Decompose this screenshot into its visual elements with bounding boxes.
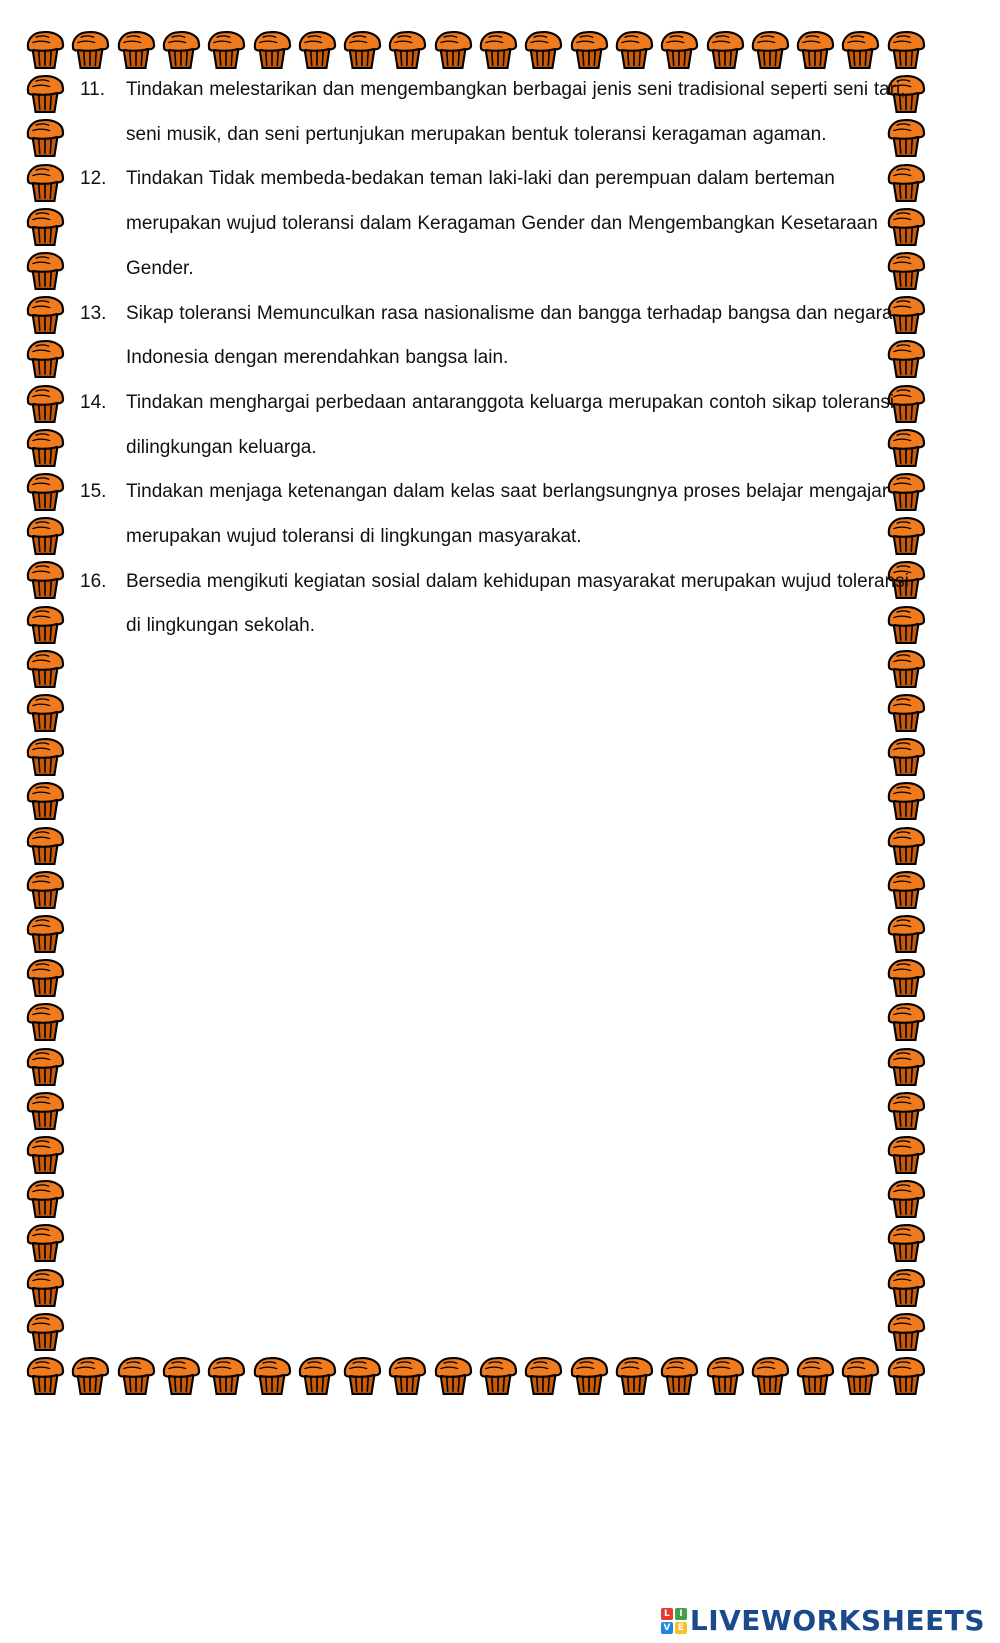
muffin-icon xyxy=(658,28,700,70)
muffin-icon xyxy=(69,1354,111,1396)
muffin-icon xyxy=(432,28,474,70)
muffin-icon xyxy=(613,28,655,70)
logo-squares-icon xyxy=(661,1608,687,1634)
muffin-icon xyxy=(24,116,66,158)
muffin-icon xyxy=(205,28,247,70)
logo-square: E xyxy=(675,1622,687,1634)
muffin-icon xyxy=(24,293,66,335)
item-text: Bersedia mengikuti kegiatan sosial dalam kehidupan masyarakat merupakan wujud toleransi di lingkungan sekolah. xyxy=(126,570,909,637)
muffin-icon xyxy=(24,647,66,689)
muffin-icon xyxy=(24,912,66,954)
muffin-icon xyxy=(386,28,428,70)
muffin-icon xyxy=(885,1045,927,1087)
muffin-icon xyxy=(885,1089,927,1131)
muffin-icon xyxy=(24,1266,66,1308)
muffin-icon xyxy=(885,824,927,866)
muffin-icon xyxy=(341,28,383,70)
muffin-icon xyxy=(749,28,791,70)
muffin-icon xyxy=(24,1310,66,1352)
muffin-icon xyxy=(251,28,293,70)
muffin-icon xyxy=(24,1354,66,1396)
muffin-icon xyxy=(568,1354,610,1396)
muffin-icon xyxy=(885,28,927,70)
muffin-icon xyxy=(885,1354,927,1396)
muffin-icon xyxy=(749,1354,791,1396)
item-text: Tindakan menjaga ketenangan dalam kelas saat berlangsungnya proses belajar mengajar merupakan wujud toleransi di lingkungan masyarakat. xyxy=(126,481,889,548)
item-text: Tindakan Tidak membeda-bedakan teman laki-laki dan perempuan dalam berteman merupakan wujud toleransi dalam Keragaman Gender dan Mengembangkan Kesetaraan Gender. xyxy=(126,168,878,279)
muffin-icon xyxy=(24,514,66,556)
muffin-icon xyxy=(205,1354,247,1396)
muffin-icon xyxy=(24,337,66,379)
muffin-icon xyxy=(885,647,927,689)
muffin-icon xyxy=(24,735,66,777)
muffin-icon xyxy=(432,1354,474,1396)
muffin-icon xyxy=(885,1310,927,1352)
muffin-icon xyxy=(24,779,66,821)
muffin-icon xyxy=(885,912,927,954)
muffin-icon xyxy=(24,1000,66,1042)
logo-square: L xyxy=(661,1608,673,1620)
muffin-icon xyxy=(885,1266,927,1308)
muffin-icon xyxy=(522,1354,564,1396)
muffin-icon xyxy=(24,868,66,910)
muffin-icon xyxy=(24,1221,66,1263)
list-item xyxy=(80,470,920,559)
muffin-icon xyxy=(24,1177,66,1219)
item-number: 14. xyxy=(80,391,107,413)
muffin-icon xyxy=(885,956,927,998)
muffin-icon xyxy=(24,205,66,247)
muffin-icon xyxy=(296,1354,338,1396)
muffin-icon xyxy=(24,691,66,733)
muffin-icon xyxy=(24,426,66,468)
muffin-icon xyxy=(24,72,66,114)
logo-square: V xyxy=(661,1622,673,1634)
muffin-icon xyxy=(658,1354,700,1396)
logo-square: I xyxy=(675,1608,687,1620)
muffin-icon xyxy=(24,161,66,203)
muffin-icon xyxy=(24,470,66,512)
muffin-icon xyxy=(885,1000,927,1042)
muffin-icon xyxy=(160,1354,202,1396)
list-item xyxy=(80,68,920,157)
muffin-icon xyxy=(69,28,111,70)
item-number: 11. xyxy=(80,79,106,100)
muffin-icon xyxy=(115,1354,157,1396)
muffin-icon xyxy=(885,868,927,910)
muffin-icon xyxy=(704,1354,746,1396)
list-item xyxy=(80,560,920,649)
muffin-icon xyxy=(251,1354,293,1396)
muffin-icon xyxy=(885,735,927,777)
muffin-icon xyxy=(24,603,66,645)
muffin-icon xyxy=(115,28,157,70)
muffin-icon xyxy=(386,1354,428,1396)
item-number: 12. xyxy=(80,168,107,190)
item-number: 16. xyxy=(80,570,107,592)
list-item xyxy=(80,381,920,470)
muffin-icon xyxy=(24,558,66,600)
muffin-icon xyxy=(522,28,564,70)
muffin-icon xyxy=(160,28,202,70)
muffin-icon xyxy=(794,28,836,70)
muffin-icon xyxy=(477,28,519,70)
muffin-icon xyxy=(885,1221,927,1263)
muffin-icon xyxy=(477,1354,519,1396)
muffin-icon xyxy=(24,382,66,424)
muffin-icon xyxy=(24,824,66,866)
list-item xyxy=(80,157,920,291)
muffin-icon xyxy=(794,1354,836,1396)
muffin-icon xyxy=(296,28,338,70)
muffin-icon xyxy=(885,1177,927,1219)
muffin-icon xyxy=(568,28,610,70)
statement-list xyxy=(80,68,920,649)
item-text: Tindakan melestarikan dan mengembangkan berbagai jenis seni tradisional seperti seni tari, seni musik, dan seni pertunjukan merupakan bentuk toleransi keragaman agaman. xyxy=(126,79,906,145)
muffin-icon xyxy=(704,28,746,70)
muffin-icon xyxy=(885,779,927,821)
muffin-icon xyxy=(24,249,66,291)
liveworksheets-logo[interactable] xyxy=(661,1604,985,1637)
list-item xyxy=(80,292,920,381)
muffin-icon xyxy=(24,956,66,998)
item-text: Tindakan menghargai perbedaan antaranggota keluarga merupakan contoh sikap toleransi dilingkungan keluarga. xyxy=(126,391,895,458)
item-number: 13. xyxy=(80,302,107,324)
item-text: Sikap toleransi Memunculkan rasa nasionalisme dan bangga terhadap bangsa dan negara Indonesia dengan merendahkan bangsa lain. xyxy=(126,302,893,369)
muffin-icon xyxy=(24,1133,66,1175)
muffin-icon xyxy=(885,691,927,733)
muffin-icon xyxy=(24,28,66,70)
brand-name: LIVEWORKSHEETS xyxy=(689,1604,985,1637)
muffin-icon xyxy=(839,28,881,70)
muffin-icon xyxy=(613,1354,655,1396)
muffin-icon xyxy=(24,1045,66,1087)
muffin-icon xyxy=(839,1354,881,1396)
muffin-icon xyxy=(885,1133,927,1175)
muffin-icon xyxy=(24,1089,66,1131)
muffin-icon xyxy=(341,1354,383,1396)
item-number: 15. xyxy=(80,481,107,503)
